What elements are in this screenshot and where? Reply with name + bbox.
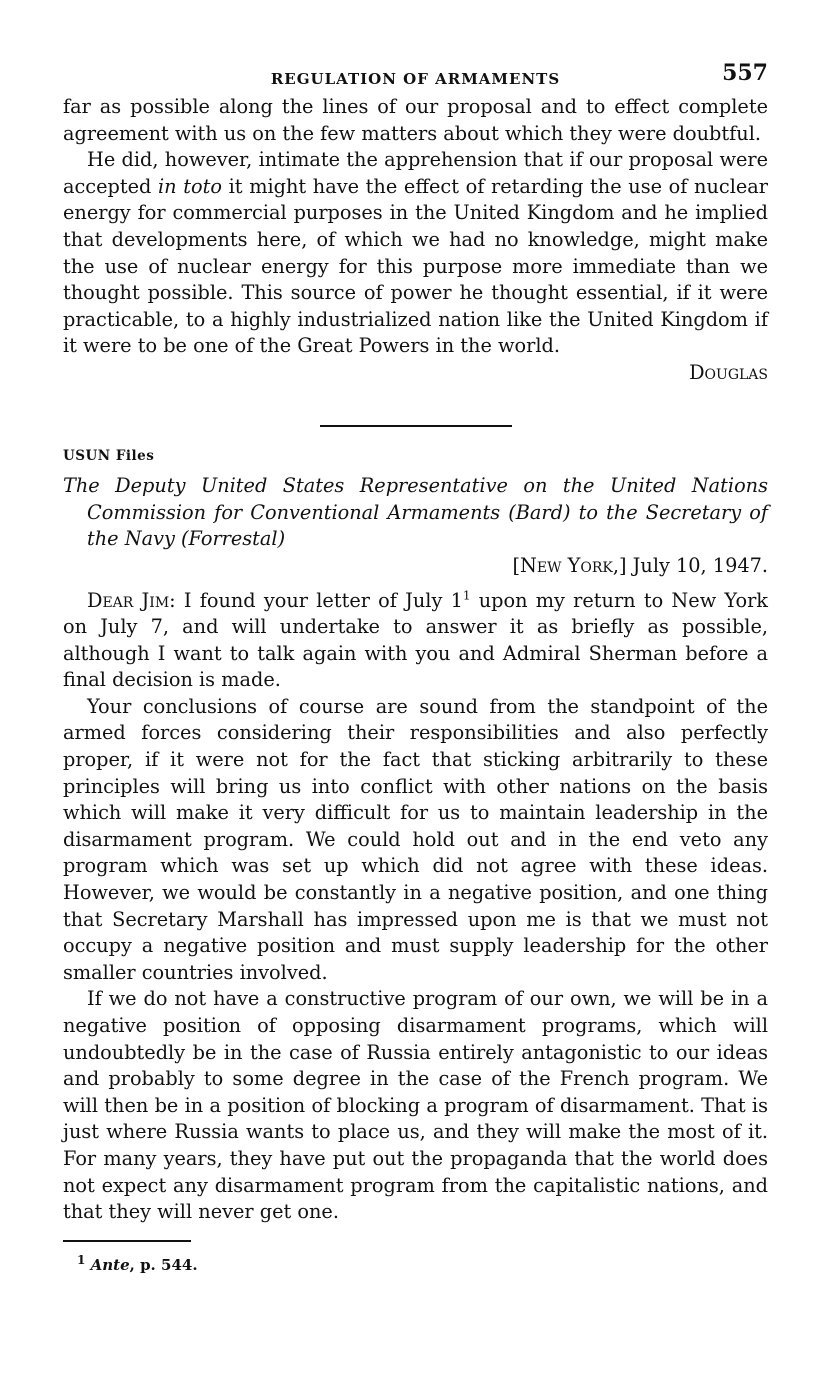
salutation: Dear Jim bbox=[87, 588, 170, 612]
document-source: USUN Files bbox=[63, 447, 155, 464]
footnote-text: , p. 544. bbox=[129, 1255, 198, 1274]
footnote-italic: Ante bbox=[90, 1255, 130, 1274]
dateline-place: [New York,] bbox=[512, 553, 627, 577]
continuation-paragraph: far as possible along the lines of our proposal and to effect complete agreement with us on the few matters about which they were doubtful. bbox=[63, 95, 768, 145]
italic-phrase: in toto bbox=[158, 174, 222, 198]
document-title: The Deputy United States Representative on the United Nations Commission for Conventional Armaments (Bard) to the Secretary of the Navy (Forrestal) bbox=[63, 474, 768, 551]
footnote-rule bbox=[63, 1240, 191, 1242]
section-divider bbox=[320, 425, 512, 427]
page-number: 557 bbox=[722, 60, 768, 86]
text-span: it might have the effect of retarding the use of nuclear energy for commercial purposes in the United Kingdom and he implied that developments here, of which we had no knowledge, might make the use of nuclear energy for this purpose more immediate than we thought possible. This source of power he thought essential, if it were practicable, to a highly industrialized nation like the United Kingdom if it were to be one of the Great Powers in the world. bbox=[63, 174, 768, 358]
running-title: REGULATION OF ARMAMENTS bbox=[270, 70, 561, 88]
signature: Douglas bbox=[689, 360, 768, 384]
page-header bbox=[63, 60, 768, 94]
dateline-date: July 10, 1947. bbox=[632, 553, 768, 577]
dateline bbox=[63, 553, 768, 580]
footnote bbox=[63, 1252, 768, 1279]
page bbox=[63, 60, 768, 1278]
text-span: He did, however, intimate the apprehension that if our proposal were accepted bbox=[63, 148, 768, 198]
footnote-reference: 1 bbox=[462, 588, 471, 603]
apprehension-paragraph bbox=[63, 147, 768, 360]
footnote-marker: 1 bbox=[77, 1252, 86, 1267]
letter-paragraph bbox=[63, 588, 768, 694]
letter-paragraph: If we do not have a constructive program of our own, we will be in a negative position of opposing disarmament programs, which will undoubtedly be in the case of Russia entirely antagonistic to our ideas and probably to some degree in the case of the French program. We will then be in a position of blocking a program of disarmament. That is just where Russia wants to place us, and they will make the most of it. For many years, they have put out the propaganda that the world does not expect any disarmament program from the capitalistic nations, and that they will never get one. bbox=[63, 987, 768, 1224]
text-span: : I found your letter of July 1 bbox=[169, 588, 463, 612]
letter-paragraph: Your conclusions of course are sound from the standpoint of the armed forces considering their responsibilities and also perfectly proper, if it were not for the fact that sticking arbitrarily to these principles will bring us into conflict with other nations on the basis which will make it very difficult for us to maintain leadership in the disarmament program. We could hold out and in the end veto any program which was set up which did not agree with these ideas. However, we would be constantly in a negative position, and one thing that Secretary Marshall has impressed upon me is that we must not occupy a negative position and must supply leadership for the other smaller countries involved. bbox=[63, 694, 768, 984]
text-span: upon my return to New York on July 7, and will undertake to answer it as briefly as possible, although I want to talk again with you and Admiral Sherman before a final decision is made. bbox=[63, 588, 768, 692]
